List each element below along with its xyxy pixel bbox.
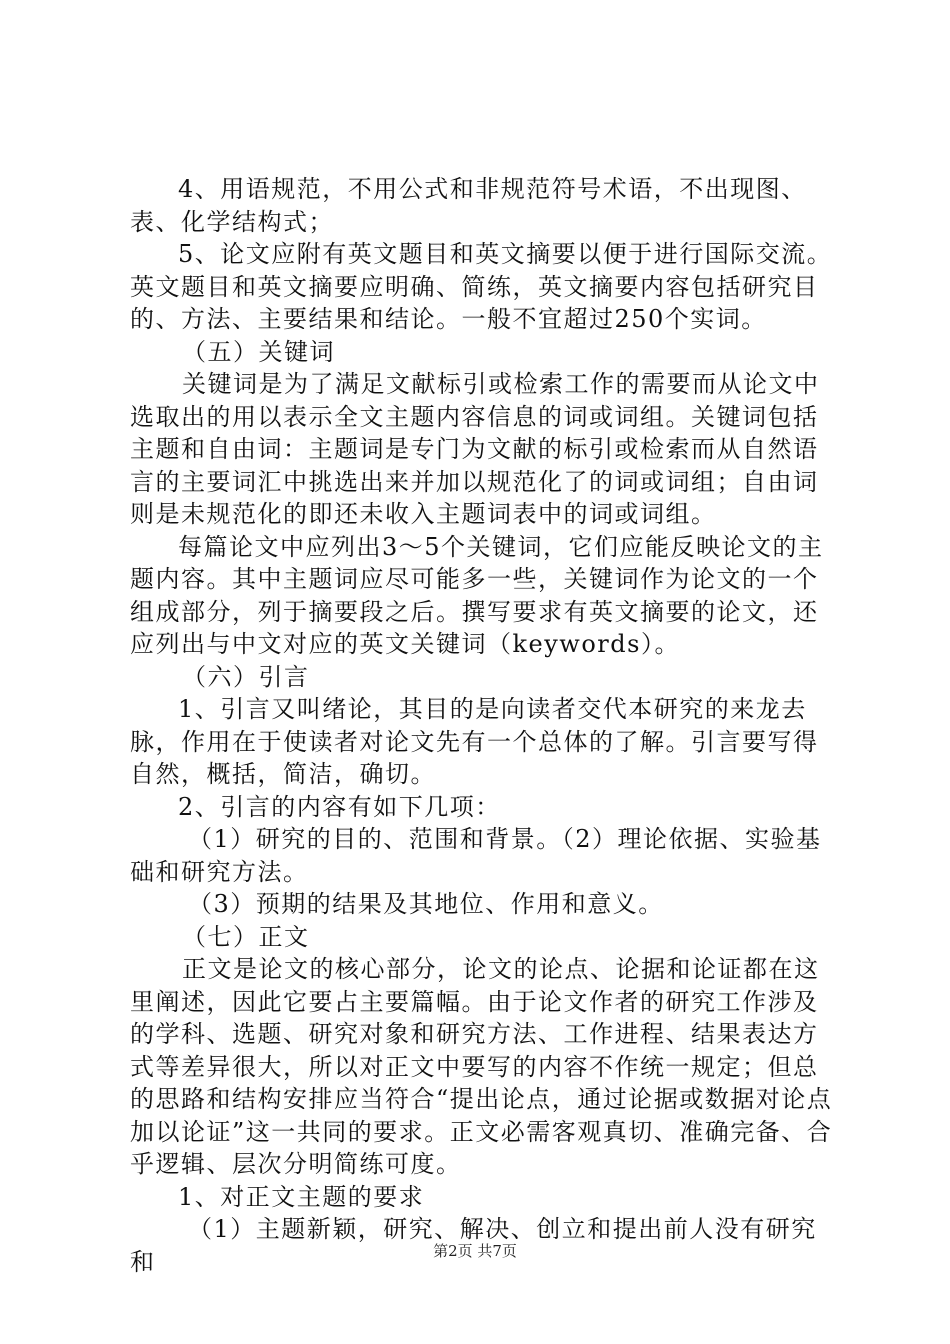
paragraph-introduction-items: （1）研究的目的、范围和背景。（2）理论依据、实验基础和研究方法。 — [130, 825, 822, 886]
document-body — [130, 173, 835, 1278]
paragraph-keywords-definition: 关键词是为了满足文献标引或检索工作的需要而从论文中选取出的用以表示全文主题内容信息的词或词组。关键词包括主题和自由词：主题词是专门为文献的标引或检索而从自然语言的主要词汇中挑选出来并加以规范化了的词或词组；自由词则是未规范化的即还未收入主题词表中的词或词组。 — [130, 370, 820, 528]
paragraph-introduction-item-3: （3）预期的结果及其地位、作用和意义。 — [188, 890, 664, 918]
section-heading-introduction: （六）引言 — [182, 662, 310, 691]
paragraph-introduction-2: 2、引言的内容有如下几项： — [178, 792, 501, 821]
paragraph-item-5: 5、论文应附有英文题目和英文摘要以便于进行国际交流。英文题目和英文摘要应明确、简练，英文摘要内容包括研究目的、方法、主要结果和结论。一般不宜超过250个实词。 — [130, 240, 833, 333]
paragraph-body-description: 正文是论文的核心部分，论文的论点、论据和论证都在这里阐述，因此它要占主要篇幅。由于论文作者的研究工作涉及的学科、选题、研究对象和研究方法、工作进程、结果表达方式等差异很大，所以对正文中要写的内容不作统一规定；但总的思路和结构安排应当符合“提出论点，通过论据或数据对论点加以论证”这一共同的要求。正文必需客观真切、准确完备、合乎逻辑、层次分明简练可度。 — [130, 955, 833, 1178]
page-number-footer: 第2页 共7页 — [433, 1242, 517, 1260]
paragraph-item-4: 4、用语规范，不用公式和非规范符号术语，不出现图、表、化学结构式； — [130, 175, 807, 236]
section-heading-body: （七）正文 — [182, 922, 310, 951]
paragraph-body-topic-heading: 1、对正文主题的要求 — [178, 1182, 425, 1211]
paragraph-keywords-count: 每篇论文中应列出3～5个关键词，它们应能反映论文的主题内容。其中主题词应尽可能多一些，关键词作为论文的一个组成部分，列于摘要段之后。撰写要求有英文摘要的论文，还应列出与中文对应的英文关键词（keywords）。 — [130, 532, 824, 658]
paragraph-body-topic-1: （1）主题新颖，研究、解决、创立和提出前人没有研究和 — [130, 1215, 817, 1276]
section-heading-keywords: （五）关键词 — [182, 337, 335, 366]
paragraph-introduction-1: 1、引言又叫绪论，其目的是向读者交代本研究的来龙去脉，作用在于使读者对论文先有一个总体的了解。引言要写得自然，概括，简洁，确切。 — [130, 695, 819, 788]
